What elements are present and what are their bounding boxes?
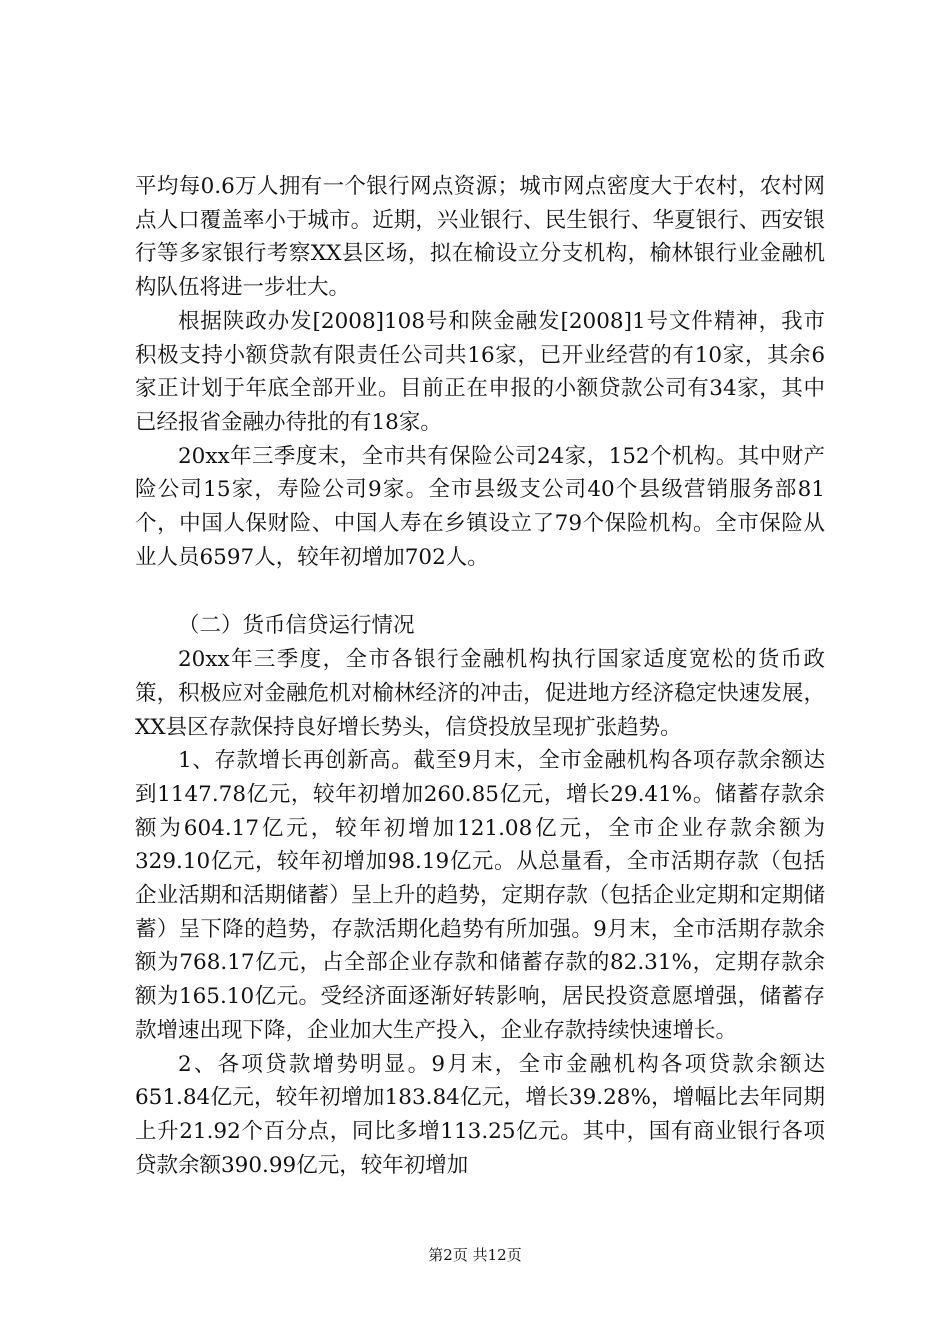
paragraph-loan-growth: 2、各项贷款增势明显。9月末，全市金融机构各项贷款余额达651.84亿元，较年初增加183.84亿元，增长39.28%，增幅比去年同期上升21.92个百分点，同比多增113.25亿元。其中，国有商业银行各项贷款余额390.99亿元，较年初增加 <box>135 1051 825 1178</box>
paragraph-deposit-growth: 1、存款增长再创新高。截至9月末，全市金融机构各项存款余额达到1147.78亿元，较年初增加260.85亿元，增长29.41%。储蓄存款余额为604.17亿元，较年初增加121.08亿元，全市企业存款余额为329.10亿元，较年初增加98.19亿元。从总量看，全市活期存款（包括企业活期和活期储蓄）呈上升的趋势，定期存款（包括企业定期和定期储蓄）呈下降的趋势，存款活期化趋势有所加强。9月末，全市活期存款余额为768.17亿元，占全部企业存款和储蓄存款的82.31%，定期存款余额为165.10亿元。受经济面逐渐好转影响，居民投资意愿增强，储蓄存款增速出现下降，企业加大生产投入，企业存款持续快速增长。 <box>135 748 825 1043</box>
paragraph-bank-outlets: 平均每0.6万人拥有一个银行网点资源；城市网点密度大于农村，农村网点人口覆盖率小于城市。近期，兴业银行、民生银行、华夏银行、西安银行等多家银行考察XX县区场，拟在榆设立分支机构，榆林银行业金融机构队伍将进一步壮大。 <box>135 174 825 301</box>
document-body <box>135 170 825 1182</box>
paragraph-insurance-companies: 20xx年三季度末，全市共有保险公司24家，152个机构。其中财产险公司15家，寿险公司9家。全市县级支公司40个县级营销服务部81个，中国人保财险、中国人寿在乡镇设立了79个保险机构。全市保险从业人员6597人，较年初增加702人。 <box>135 443 825 570</box>
paragraph-microloan-companies: 根据陕政办发[2008]108号和陕金融发[2008]1号文件精神，我市积极支持小额贷款有限责任公司共16家，已开业经营的有10家，其余6家正计划于年底全部开业。目前正在申报的小额贷款公司有34家，其中已经报省金融办待批的有18家。 <box>135 308 825 435</box>
section-heading-monetary-credit: （二）货币信贷运行情况 <box>178 613 415 639</box>
paragraph-q3-overview: 20xx年三季度，全市各银行金融机构执行国家适度宽松的货币政策，积极应对金融危机对榆林经济的冲击，促进地方经济稳定快速发展，XX县区存款保持良好增长势头，信贷投放呈现扩张趋势。 <box>135 647 825 740</box>
page-footer: 第2页 共12页 <box>428 1246 522 1264</box>
